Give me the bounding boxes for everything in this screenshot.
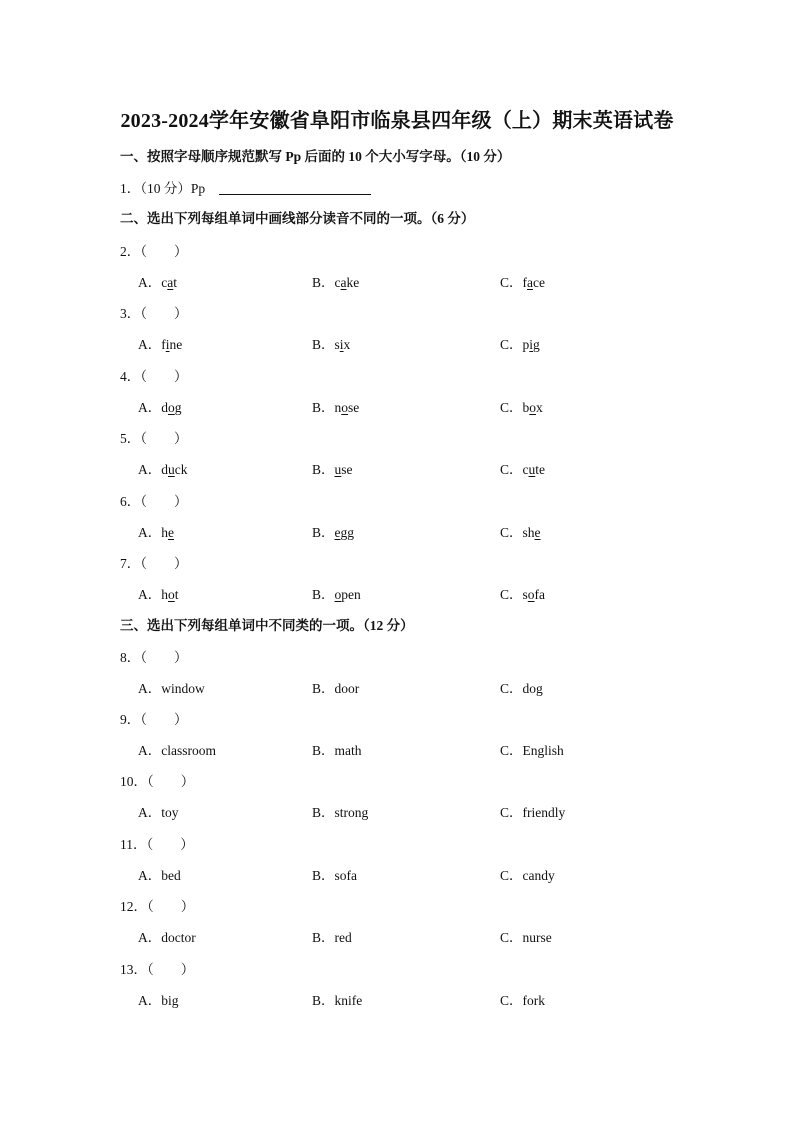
option-letter: B． bbox=[312, 525, 335, 540]
section-2-heading: 二、选出下列每组单词中画线部分读音不同的一项。（6 分） bbox=[120, 211, 475, 226]
question-label: 2．（ ） bbox=[120, 244, 188, 259]
option-letter: C． bbox=[500, 993, 523, 1008]
option-c[interactable] bbox=[500, 583, 545, 603]
answer-blank[interactable] bbox=[219, 180, 371, 195]
option-word-part: se bbox=[341, 462, 353, 477]
underlined-letters: e bbox=[334, 525, 341, 540]
options-row bbox=[138, 333, 698, 353]
option-a[interactable] bbox=[138, 864, 181, 884]
option-c[interactable] bbox=[500, 333, 540, 353]
option-letter: C． bbox=[500, 743, 523, 758]
question-label: 8．（ ） bbox=[120, 650, 188, 665]
underlined-letters: o bbox=[168, 400, 175, 415]
option-word-part: t bbox=[173, 275, 178, 290]
option-b[interactable] bbox=[312, 677, 359, 697]
options-row bbox=[138, 396, 698, 416]
option-word-part: t bbox=[174, 587, 179, 602]
options-row bbox=[138, 926, 698, 946]
underlined-letters: a bbox=[527, 275, 534, 290]
option-letter: A． bbox=[138, 743, 162, 758]
option-a[interactable] bbox=[138, 739, 216, 759]
options-row bbox=[138, 989, 698, 1009]
option-word-part: toy bbox=[161, 805, 179, 820]
option-letter: A． bbox=[138, 400, 162, 415]
option-word-part: strong bbox=[334, 805, 369, 820]
underlined-letters: e bbox=[168, 525, 174, 540]
underlined-letters: a bbox=[340, 275, 347, 290]
question-label: 11．（ ） bbox=[120, 837, 194, 852]
option-a[interactable] bbox=[138, 926, 196, 946]
option-letter: A． bbox=[138, 681, 162, 696]
option-word-part: b bbox=[522, 400, 530, 415]
option-c[interactable] bbox=[500, 521, 541, 541]
option-c[interactable] bbox=[500, 458, 545, 478]
question-label: 9．（ ） bbox=[120, 712, 188, 727]
option-letter: B． bbox=[312, 462, 335, 477]
option-word-part: door bbox=[334, 681, 360, 696]
option-a[interactable] bbox=[138, 271, 177, 291]
option-word-part: knife bbox=[334, 993, 363, 1008]
option-word-part: f bbox=[522, 275, 528, 290]
option-c[interactable] bbox=[500, 677, 543, 697]
option-letter: C． bbox=[500, 275, 523, 290]
option-word-part: h bbox=[161, 525, 168, 540]
option-letter: C． bbox=[500, 337, 523, 352]
option-a[interactable] bbox=[138, 333, 182, 353]
option-letter: B． bbox=[312, 930, 335, 945]
option-letter: A． bbox=[138, 587, 162, 602]
option-b[interactable] bbox=[312, 801, 368, 821]
options-row bbox=[138, 583, 698, 603]
underlined-letters: o bbox=[529, 400, 537, 415]
option-word-part: c bbox=[161, 275, 168, 290]
question-label: 4．（ ） bbox=[120, 369, 188, 384]
option-word-part: s bbox=[334, 337, 340, 352]
option-word-part: x bbox=[536, 400, 543, 415]
option-c[interactable] bbox=[500, 926, 552, 946]
question-label: 12．（ ） bbox=[120, 899, 195, 914]
option-word-part: friendly bbox=[522, 805, 566, 820]
option-a[interactable] bbox=[138, 458, 188, 478]
underlined-letters: e bbox=[534, 525, 541, 540]
options-row bbox=[138, 271, 698, 291]
option-letter: A． bbox=[138, 525, 162, 540]
option-letter: A． bbox=[138, 275, 162, 290]
option-word-part: candy bbox=[522, 868, 555, 883]
option-b[interactable] bbox=[312, 989, 362, 1009]
question-label: 5．（ ） bbox=[120, 431, 188, 446]
option-word-part: classroom bbox=[161, 743, 216, 758]
option-letter: C． bbox=[500, 681, 523, 696]
options-row bbox=[138, 677, 698, 697]
option-word-part: fork bbox=[522, 993, 546, 1008]
option-word-part: ne bbox=[169, 337, 183, 352]
option-word-part: math bbox=[334, 743, 362, 758]
section-1-heading: 一、按照字母顺序规范默写 Pp 后面的 10 个大小写字母。（10 分） bbox=[120, 149, 511, 164]
option-word-part: gg bbox=[340, 525, 355, 540]
option-a[interactable] bbox=[138, 396, 182, 416]
option-word-part: g bbox=[533, 337, 540, 352]
option-word-part: ce bbox=[533, 275, 545, 290]
option-word-part: d bbox=[161, 462, 168, 477]
option-word-part: te bbox=[535, 462, 546, 477]
option-word-part: big bbox=[161, 993, 179, 1008]
option-b[interactable] bbox=[312, 271, 359, 291]
option-letter: C． bbox=[500, 805, 523, 820]
option-word-part: f bbox=[161, 337, 166, 352]
option-letter: B． bbox=[312, 993, 335, 1008]
options-row bbox=[138, 864, 698, 884]
option-c[interactable] bbox=[500, 801, 565, 821]
question-label: 7．（ ） bbox=[120, 556, 188, 571]
option-word-part: red bbox=[334, 930, 352, 945]
option-word-part: n bbox=[334, 400, 342, 415]
option-letter: A． bbox=[138, 930, 162, 945]
option-word-part: bed bbox=[161, 868, 181, 883]
option-word-part: d bbox=[161, 400, 168, 415]
question-label: 6．（ ） bbox=[120, 494, 188, 509]
option-b[interactable] bbox=[312, 864, 357, 884]
option-letter: B． bbox=[312, 681, 335, 696]
option-letter: C． bbox=[500, 400, 523, 415]
option-word-part: x bbox=[343, 337, 351, 352]
option-a[interactable] bbox=[138, 521, 174, 541]
underlined-letters: o bbox=[341, 400, 349, 415]
option-b[interactable] bbox=[312, 739, 362, 759]
option-letter: C． bbox=[500, 930, 523, 945]
option-a[interactable] bbox=[138, 989, 179, 1009]
options-row bbox=[138, 739, 698, 759]
page-title: 2023-2024学年安徽省阜阳市临泉县四年级（上）期末英语试卷 bbox=[120, 110, 674, 132]
question-1-label: 1．（10 分）Pp bbox=[120, 181, 206, 196]
option-c[interactable] bbox=[500, 271, 545, 291]
underlined-letters: i bbox=[165, 337, 170, 352]
option-c[interactable] bbox=[500, 739, 564, 759]
option-letter: B． bbox=[312, 275, 335, 290]
option-b[interactable] bbox=[312, 458, 353, 478]
option-word-part: h bbox=[161, 587, 168, 602]
section-3-heading: 三、选出下列每组单词中不同类的一项。（12 分） bbox=[120, 618, 414, 633]
option-c[interactable] bbox=[500, 989, 545, 1009]
options-row bbox=[138, 521, 698, 541]
underlined-letters: u bbox=[334, 462, 342, 477]
underlined-letters: u bbox=[528, 462, 536, 477]
underlined-letters: o bbox=[334, 587, 342, 602]
option-word-part: se bbox=[348, 400, 360, 415]
question-label: 10．（ ） bbox=[120, 774, 195, 789]
option-word-part: sofa bbox=[334, 868, 358, 883]
option-word-part: c bbox=[334, 275, 341, 290]
option-letter: B． bbox=[312, 743, 335, 758]
option-word-part: ke bbox=[346, 275, 360, 290]
option-a[interactable] bbox=[138, 583, 179, 603]
option-letter: C． bbox=[500, 587, 523, 602]
option-b[interactable] bbox=[312, 396, 359, 416]
question-label: 3．（ ） bbox=[120, 306, 188, 321]
option-letter: B． bbox=[312, 868, 335, 883]
option-b[interactable] bbox=[312, 521, 354, 541]
option-letter: A． bbox=[138, 805, 162, 820]
option-word-part: g bbox=[174, 400, 182, 415]
options-row bbox=[138, 458, 698, 478]
question-1 bbox=[120, 177, 371, 197]
option-word-part: sh bbox=[522, 525, 535, 540]
option-word-part: doctor bbox=[161, 930, 196, 945]
option-word-part: s bbox=[522, 587, 528, 602]
option-letter: A． bbox=[138, 868, 162, 883]
underlined-letters: o bbox=[527, 587, 535, 602]
option-c[interactable] bbox=[500, 396, 543, 416]
option-letter: A． bbox=[138, 993, 162, 1008]
option-word-part: p bbox=[522, 337, 530, 352]
option-word-part: fa bbox=[534, 587, 546, 602]
option-word-part: English bbox=[522, 743, 564, 758]
option-word-part: dog bbox=[522, 681, 543, 696]
option-letter: B． bbox=[312, 337, 335, 352]
option-letter: B． bbox=[312, 587, 335, 602]
option-word-part: ck bbox=[174, 462, 188, 477]
option-word-part: c bbox=[522, 462, 529, 477]
option-letter: C． bbox=[500, 868, 523, 883]
option-b[interactable] bbox=[312, 333, 350, 353]
option-a[interactable] bbox=[138, 801, 179, 821]
underlined-letters: i bbox=[529, 337, 534, 352]
underlined-letters: a bbox=[167, 275, 174, 290]
option-word-part: nurse bbox=[522, 930, 552, 945]
option-b[interactable] bbox=[312, 583, 361, 603]
option-c[interactable] bbox=[500, 864, 555, 884]
option-word-part: window bbox=[161, 681, 205, 696]
option-letter: B． bbox=[312, 400, 335, 415]
underlined-letters: i bbox=[339, 337, 344, 352]
option-b[interactable] bbox=[312, 926, 352, 946]
option-letter: C． bbox=[500, 462, 523, 477]
question-label: 13．（ ） bbox=[120, 962, 195, 977]
option-letter: B． bbox=[312, 805, 335, 820]
option-a[interactable] bbox=[138, 677, 205, 697]
underlined-letters: o bbox=[168, 587, 175, 602]
option-letter: C． bbox=[500, 525, 523, 540]
option-letter: A． bbox=[138, 337, 162, 352]
underlined-letters: u bbox=[168, 462, 175, 477]
options-row bbox=[138, 801, 698, 821]
option-word-part: pen bbox=[341, 587, 361, 602]
option-letter: A． bbox=[138, 462, 162, 477]
